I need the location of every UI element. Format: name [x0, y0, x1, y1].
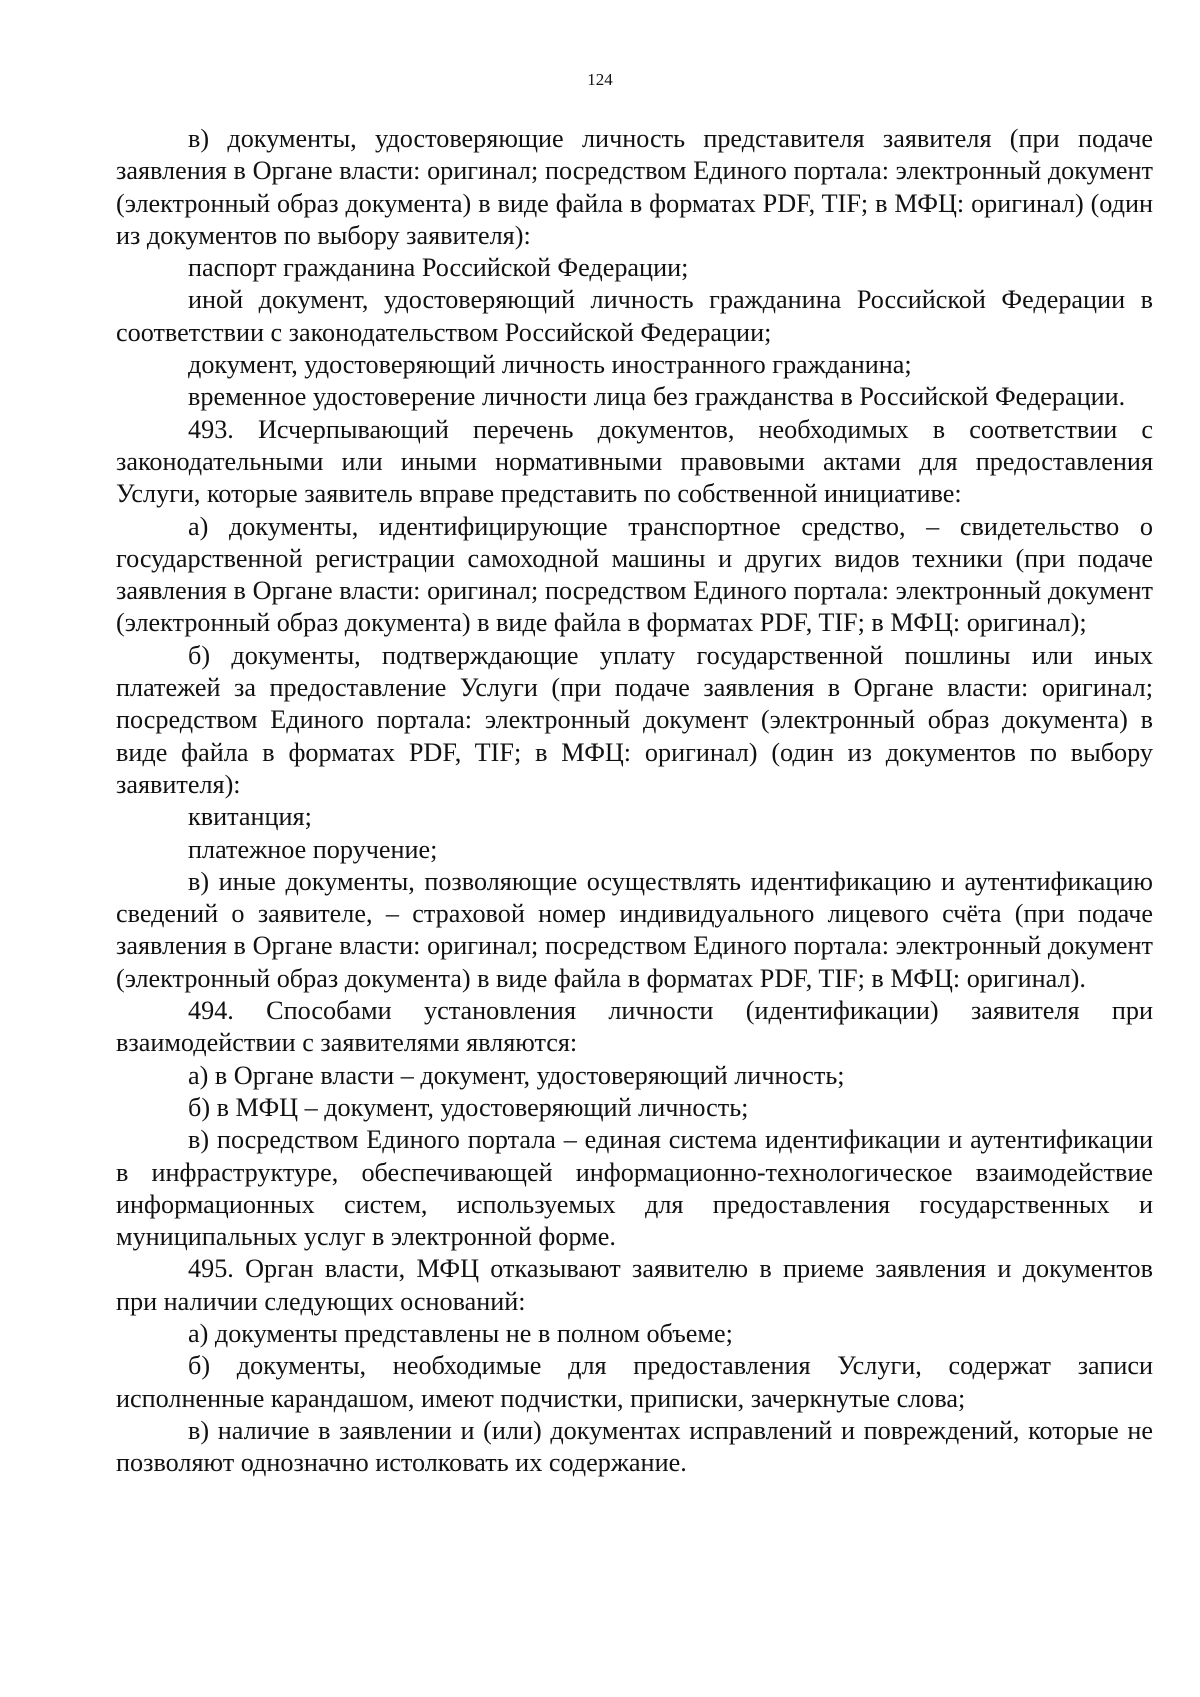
paragraph-payment-order: платежное поручение;	[188, 834, 438, 864]
paragraph-temporary-certificate: временное удостоверение личности лица без гражданства в Российской Федерации.	[188, 382, 1126, 412]
paragraph-493-a: а) документы, идентифицирующие транспортное средство, – свидетельство о государственной регистрации самоходной машины и других видов техники (при подаче заявления в Органе власти: оригинал; посредством Единого портала: электронный документ (электронный образ документа) в виде файла в форматах PDF, TIF; в МФЦ: оригинал);	[116, 511, 1153, 638]
paragraph-495-a: а) документы представлены не в полном объеме;	[188, 1318, 733, 1348]
paragraph-495-b: б) документы, необходимые для предоставления Услуги, содержат записи исполненные карандашом, имеют подчистки, приписки, зачеркнутые слова;	[116, 1351, 1153, 1413]
paragraph-receipt: квитанция;	[188, 802, 312, 832]
paragraph-representative-documents: в) документы, удостоверяющие личность представителя заявителя (при подаче заявления в Органе власти: оригинал; посредством Единого портала: электронный документ (электронный образ документа) в виде файла в форматах PDF, TIF; в МФЦ: оригинал) (один из документов по выбору заявителя):	[116, 124, 1153, 250]
paragraph-495: 495. Орган власти, МФЦ отказывают заявителю в приеме заявления и документов при наличии следующих оснований:	[116, 1254, 1153, 1316]
paragraph-494-b: б) в МФЦ – документ, удостоверяющий личность;	[188, 1092, 749, 1122]
paragraph-passport: паспорт гражданина Российской Федерации;	[188, 253, 689, 283]
page-number: 124	[587, 70, 613, 89]
paragraph-other-id-document: иной документ, удостоверяющий личность гражданина Российской Федерации в соответствии с законодательством Российской Федерации;	[116, 285, 1153, 347]
paragraph-494: 494. Способами установления личности (идентификации) заявителя при взаимодействии с заявителями являются:	[116, 996, 1153, 1058]
paragraph-494-a: а) в Органе власти – документ, удостоверяющий личность;	[188, 1060, 845, 1090]
paragraph-493-v: в) иные документы, позволяющие осуществлять идентификацию и аутентификацию сведений о заявителе, – страховой номер индивидуального лицевого счёта (при подаче заявления в Органе власти: оригинал; посредством Единого портала: электронный документ (электронный образ документа) в виде файла в форматах PDF, TIF; в МФЦ: оригинал).	[116, 866, 1153, 993]
paragraph-495-v: в) наличие в заявлении и (или) документах исправлений и повреждений, которые не позволяют однозначно истолковать их содержание.	[116, 1415, 1153, 1478]
paragraph-493-b: б) документы, подтверждающие уплату государственной пошлины или иных платежей за предоставление Услуги (при подаче заявления в Органе власти: оригинал; посредством Единого портала: электронный документ (электронный образ документа) в виде файла в форматах PDF, TIF; в МФЦ: оригинал) (один из документов по выбору заявителя):	[116, 640, 1153, 799]
paragraph-foreign-citizen-document: документ, удостоверяющий личность иностранного гражданина;	[188, 350, 912, 380]
paragraph-493: 493. Исчерпывающий перечень документов, необходимых в соответствии с законодательными или иными нормативными правовыми актами для предоставления Услуги, которые заявитель вправе представить по собственной инициативе:	[116, 414, 1153, 509]
paragraph-494-v: в) посредством Единого портала – единая система идентификации и аутентификации в инфраструктуре, обеспечивающей информационно-технологическое взаимодействие информационных систем, используемых для предоставления государственных и муниципальных услуг в электронной форме.	[116, 1125, 1153, 1252]
document-body	[116, 123, 1153, 1479]
